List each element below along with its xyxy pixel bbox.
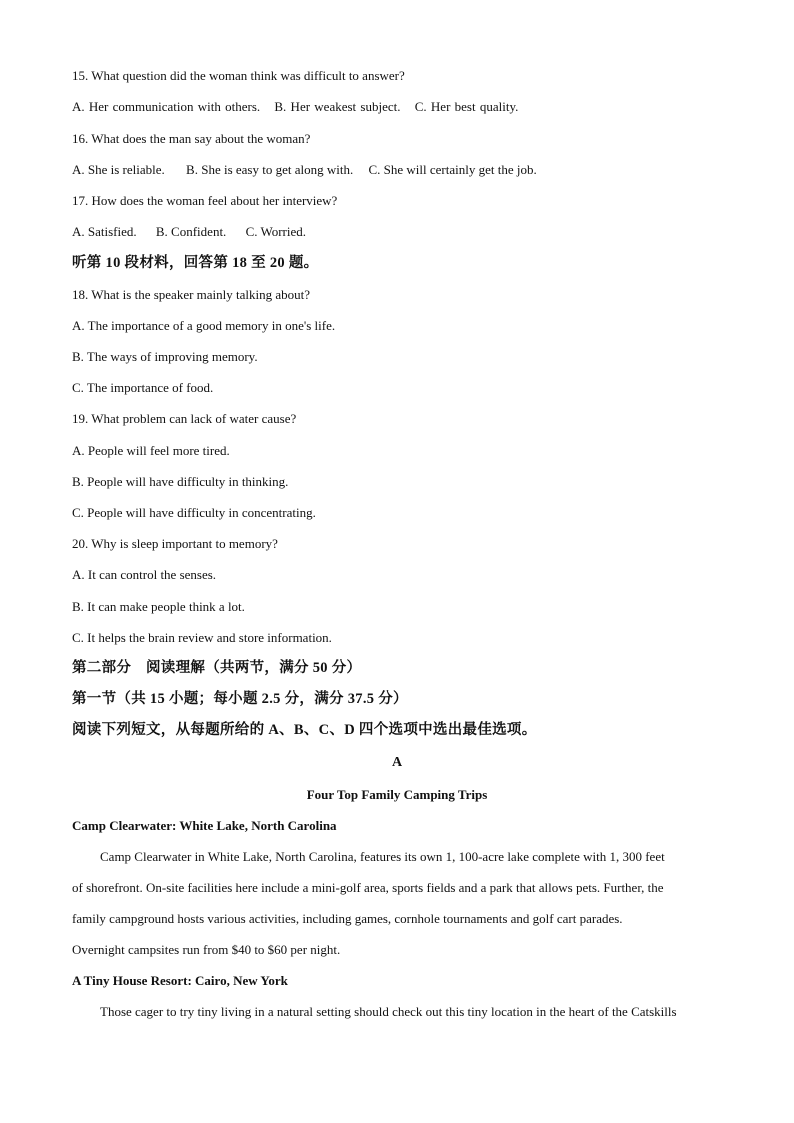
option-20-b: B. It can make people think a lot. [72,599,245,614]
option-c: C. Her best quality. [414,99,519,114]
options-16 [72,162,547,178]
camp-2-paragraph-line: Those cager to try tiny living in a natural setting should check out this tiny location in the heart of the Catskills [100,1004,677,1019]
option-c: C. Worried. [245,224,307,239]
question-16: 16. What does the man say about the woman? [72,131,311,146]
camp-2-heading: A Tiny House Resort: Cairo, New York [72,973,288,988]
question-15: 15. What question did the woman think was difficult to answer? [72,68,405,83]
options-17 [72,224,316,240]
question-19: 19. What problem can lack of water cause? [72,411,297,426]
option-18-a: A. The importance of a good memory in one's life. [72,318,336,333]
option-a: A. She is reliable. [72,162,165,177]
option-a: A. Satisfied. [72,224,137,239]
option-18-c: C. The importance of food. [72,380,214,395]
passage-title: Four Top Family Camping Trips [306,787,488,802]
option-b: B. Her weakest subject. [274,99,401,114]
question-18: 18. What is the speaker mainly talking about? [72,287,311,302]
part-2-heading: 第二部分 阅读理解（共两节，满分 50 分） [72,660,362,676]
option-c: C. She will certainly get the job. [368,162,537,177]
options-15 [72,99,528,115]
camp-1-paragraph-line: Overnight campsites run from $40 to $60 per night. [72,942,341,957]
reading-instructions: 阅读下列短文，从每题所给的 A、B、C、D 四个选项中选出最佳选项。 [72,722,537,738]
option-18-b: B. The ways of improving memory. [72,349,258,364]
passage-letter: A [391,755,403,770]
camp-1-paragraph-line: Camp Clearwater in White Lake, North Carolina, features its own 1, 100-acre lake complete with 1, 300 feet [100,849,665,864]
option-b: B. Confident. [155,224,227,239]
option-19-a: A. People will feel more tired. [72,443,230,458]
option-19-b: B. People will have difficulty in thinking. [72,474,289,489]
option-20-a: A. It can control the senses. [72,567,217,582]
option-20-c: C. It helps the brain review and store information. [72,630,332,645]
option-19-c: C. People will have difficulty in concentrating. [72,505,316,520]
option-b: B. She is easy to get along with. [186,162,354,177]
option-a: A. Her communication with others. [72,99,261,114]
camp-1-paragraph-line: family campground hosts various activities, including games, cornhole tournaments and golf cart parades. [72,911,623,926]
camp-1-paragraph-line: of shorefront. On-site facilities here include a mini-golf area, sports fields and a park that allows pets. Further, the [72,880,664,895]
question-17: 17. How does the woman feel about her interview? [72,193,338,208]
section-1-heading: 第一节（共 15 小题；每小题 2.5 分，满分 37.5 分） [72,691,408,707]
question-20: 20. Why is sleep important to memory? [72,536,278,551]
section-10-heading: 听第 10 段材料，回答第 18 至 20 题。 [72,255,319,271]
camp-1-heading: Camp Clearwater: White Lake, North Carolina [72,818,337,833]
